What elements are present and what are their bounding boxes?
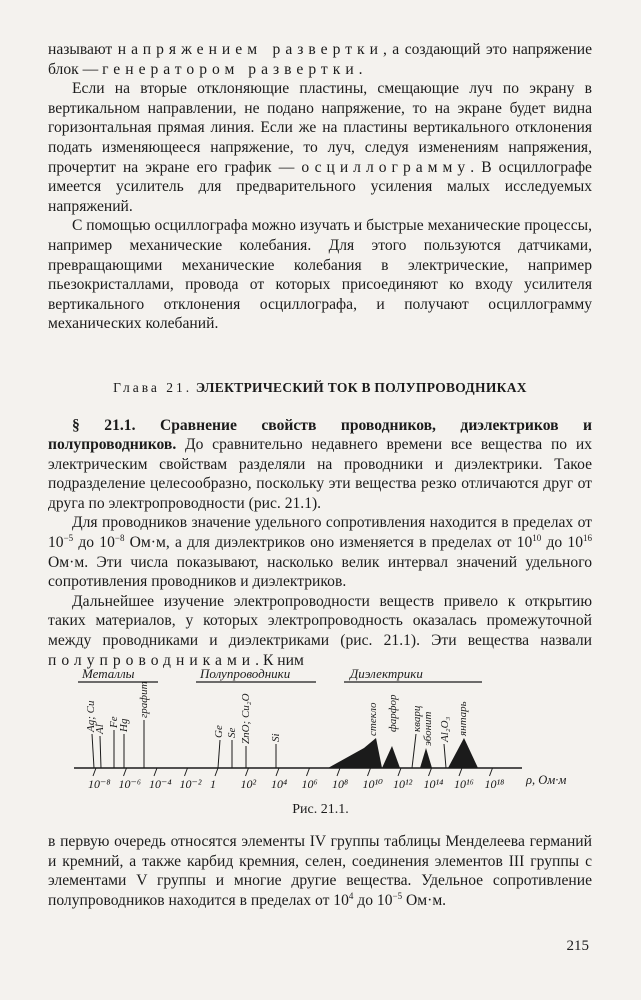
axis-tick-label: 10⁻⁴ [149, 777, 172, 791]
axis-tick [185, 768, 188, 776]
axis-tick-label: 1 [210, 777, 216, 791]
axis-tick-label: 10⁻⁸ [88, 777, 111, 791]
axis-tick [429, 768, 432, 776]
spaced-term: полупроводниками [48, 651, 256, 669]
dielectric-markers [328, 734, 478, 768]
text-run: Ом·м. [402, 891, 447, 909]
label-ag-cu: Ag; Cu [85, 700, 97, 732]
chapter-label: Глава 21. [113, 379, 193, 395]
axis-tick-label: 10¹⁸ [484, 777, 505, 791]
axis-tick [459, 768, 462, 776]
marker-quartz [412, 734, 416, 768]
exponent: 10 [532, 532, 542, 543]
axis-tick [368, 768, 371, 776]
paragraph-7 [48, 832, 592, 910]
continued-text-block [48, 832, 592, 910]
text-run: до 10 [73, 534, 115, 552]
text-run: Для проводников значение удельного сопротивления находится в пределах от 10 [48, 514, 592, 552]
range-amber [448, 738, 478, 768]
axis-tick [490, 768, 493, 776]
label-amber: янтарь [457, 701, 469, 736]
chapter-heading [48, 378, 592, 398]
spaced-term: напряжением развертки [117, 41, 383, 58]
exponent: 16 [583, 532, 592, 543]
axis-tick [93, 768, 96, 776]
label-glass: стекло [367, 702, 379, 736]
chapter-title: ЭЛЕКТРИЧЕСКИЙ ТОК В ПОЛУПРОВОДНИКАХ [195, 379, 527, 395]
resistivity-scale-diagram [60, 664, 590, 804]
section-title: § 21.1. Сравнение свойств проводников, диэлектриков и полупроводников. [48, 416, 592, 454]
spaced-term: генератором развертки [102, 60, 359, 78]
paragraph-2 [48, 79, 592, 216]
text-run: называют [48, 41, 113, 58]
text-run: Если на вторые отклоняющие пластины, смещающие луч по экрану в вертикальном направлении, не подано напряжение, то на экране будет видна горизонтальная прямая линия. Если же на пластины вертикального отклонения подать изменяющееся напряжение, то луч, следуя изменениям напряжения, прочертит на экране его график — [48, 80, 592, 176]
label-graphite: графит [138, 681, 150, 718]
label-quartz: кварц [411, 705, 423, 732]
group-label-dielectrics: Диэлектрики [350, 666, 423, 681]
text-run: Ом·м. Эти числа показывают, насколько велик интервал значений удельного сопротивления проводников и диэлектриков. [48, 553, 592, 591]
text-run: . К ним [255, 651, 304, 669]
main-text-block [48, 40, 592, 670]
label-ge: Ge [213, 725, 225, 738]
label-si: Si [270, 733, 282, 742]
marker-al [100, 736, 101, 768]
paragraph-3: С помощью осциллографа можно изучать и быстрые механические процессы, например механические колебания. Для этого пользуются датчиками, превращающими механические колебания в электрические, например пьезокристаллами, провода от которых присоединяют ко входу усилителя вертикального отклонения осциллографа, и получают осциллограмму механических колебаний. [48, 217, 593, 333]
text-run: . [358, 60, 363, 78]
semiconductor-labels [213, 693, 282, 744]
exponent: −8 [114, 532, 125, 543]
text-run: До сравнительно недавнего времени все вещества по их электрическим свойствам разделяли на проводники и диэлектрики. Такое подразделение целесообразно, поскольку эти вещества резко отличаются друг от друга по электропроводности (рис. 21.1). [48, 436, 592, 512]
axis-ticks [88, 768, 504, 791]
label-al: Al [94, 724, 106, 734]
marker-ge [218, 740, 220, 768]
label-al2o3: Al₂O₃ [439, 716, 451, 742]
paragraph-1 [48, 40, 592, 79]
figure-caption: Рис. 21.1. [292, 802, 349, 817]
metal-labels [85, 681, 150, 735]
dielectric-labels [367, 694, 469, 746]
axis-tick [398, 768, 401, 776]
axis-tick-label: 10¹⁶ [454, 777, 474, 791]
axis-tick [337, 768, 340, 776]
label-fe: Fe [108, 716, 120, 728]
group-label-metals: Металлы [82, 666, 135, 681]
axis-tick-label: 10⁸ [332, 777, 349, 791]
axis-tick [307, 768, 310, 776]
exponent: 4 [348, 890, 354, 901]
text-run: до 10 [353, 891, 393, 909]
text-run: , а создающий это напряжение блок — [48, 41, 592, 78]
axis-tick-label: 10⁴ [271, 777, 288, 791]
axis-tick-label: 10² [240, 777, 257, 791]
axis-tick-label: 10¹⁰ [362, 777, 383, 791]
text-run: Ом·м, а для диэлектриков оно изменяется в пределах от 10 [124, 534, 533, 552]
spaced-term: осциллограмму [301, 158, 471, 176]
paragraph-5 [48, 513, 592, 591]
axis-tick [215, 768, 218, 776]
axis-tick-label: 10¹⁴ [423, 777, 444, 791]
label-porcelain: фарфор [387, 694, 399, 732]
axis-tick [154, 768, 157, 776]
label-ebonite: эбонит [422, 711, 434, 746]
axis-tick-label: 10⁶ [301, 777, 318, 791]
text-run: до 10 [541, 534, 583, 552]
label-zno-cu2o: ZnO; Cu₂O [240, 693, 252, 744]
section-paragraph [48, 416, 592, 514]
label-hg: Hg [118, 718, 130, 732]
axis-label: ρ, Ом·м [526, 773, 567, 787]
axis-tick [246, 768, 249, 776]
marker-ag-cu [92, 734, 94, 768]
range-glass [328, 738, 382, 768]
axis-tick [124, 768, 127, 776]
range-ebonite [420, 748, 432, 768]
axis-tick-label: 10⁻⁶ [118, 777, 142, 791]
page-number: 215 [566, 938, 589, 954]
exponent: −5 [392, 890, 403, 901]
text-run: Дальнейшее изучение электропроводности веществ привело к открытию таких материалов, у которых электропроводность оказалась промежуточной между проводниками и диэлектриками (рис. 21.1). Эти вещества назвали [48, 592, 592, 650]
range-porcelain [382, 746, 400, 768]
paragraph-6 [48, 592, 592, 670]
axis-tick-label: 10⁻² [179, 777, 202, 791]
group-label-semiconductors: Полупроводники [200, 666, 291, 681]
axis-tick [276, 768, 279, 776]
axis-tick-label: 10¹² [393, 777, 413, 791]
label-se: Se [226, 727, 238, 738]
text-run: в первую очередь относятся элементы IV группы таблицы Менделеева германий и кремний, а также карбид кремния, селен, соединения элементов III группы с элементами V группы и многие другие вещества. Удельное сопротивление полупроводников находится в пределах от 10 [48, 833, 592, 909]
marker-al2o3 [444, 744, 446, 768]
exponent: −5 [63, 532, 74, 543]
text-run: . В осциллографе имеется усилитель для предварительного усиления малых исследуемых напряжений. [48, 158, 592, 215]
